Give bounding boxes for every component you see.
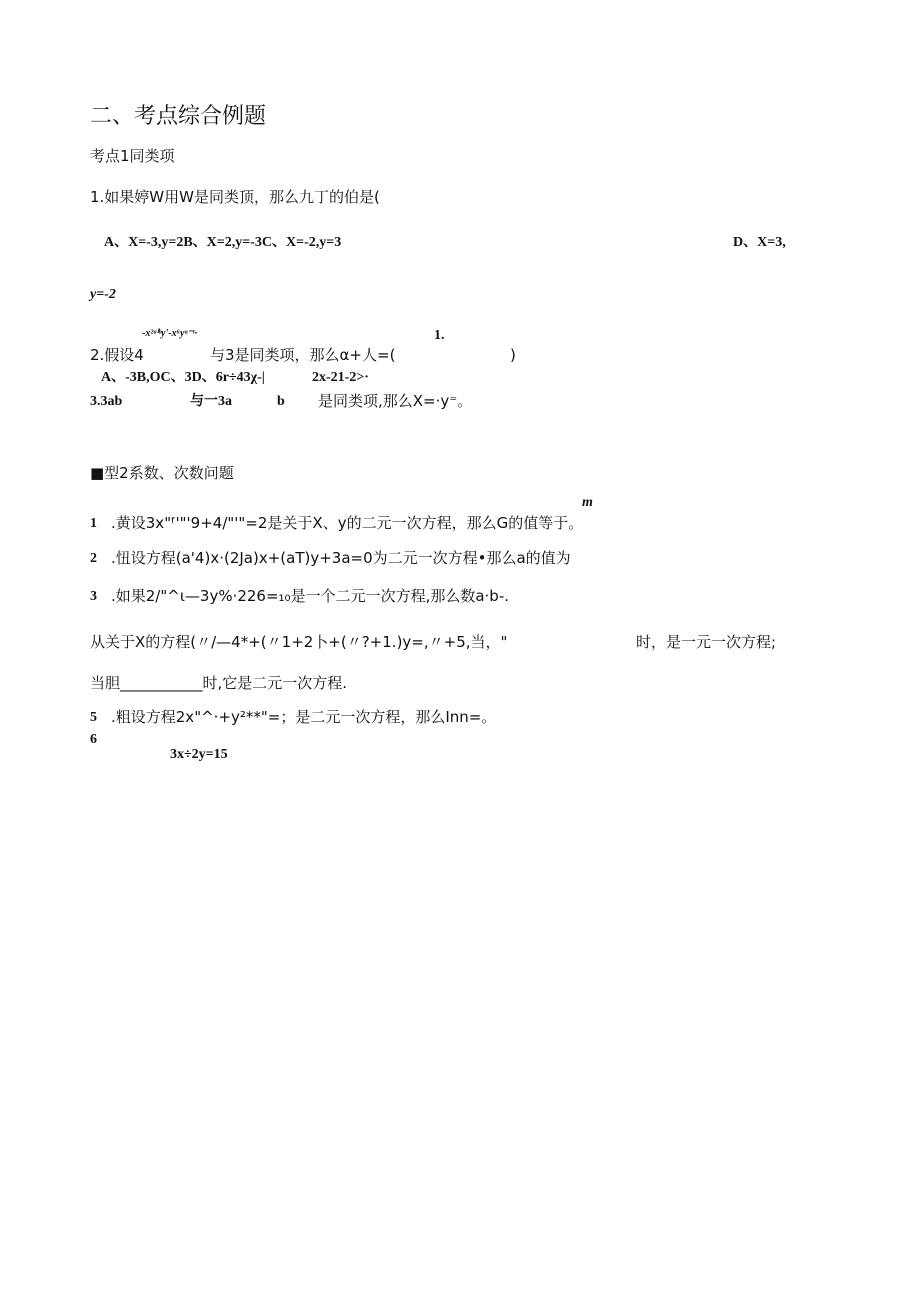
s2-q6-equation: 3x÷2y=15 <box>170 747 228 762</box>
q1-stem: 1.如果婷W用W是同类顶，那么九丁的伯是( <box>90 188 380 206</box>
q3-mid1: 与一3a <box>190 394 232 409</box>
s2-q6-number: 6 <box>90 732 97 747</box>
s2-q2-text: .忸设方程(a'4)x·(2Ja)x+(aT)y+3a=0为二元一次方程•那么a的值为 <box>111 549 571 567</box>
q2-close: ) <box>510 346 516 364</box>
section2-m-mark: m <box>582 495 593 510</box>
q3-prefix: 3.3ab <box>90 394 123 409</box>
q2-stem: 2.假设4 <box>90 346 144 364</box>
page-heading: 二、考点综合例题 <box>90 104 267 129</box>
s2-q4-right: 时，是一元一次方程; <box>636 633 777 651</box>
s2-q3-text: .如果2/"^ι—3y%·226=₁₀是一个二元一次方程,那么数a·b-. <box>111 587 510 605</box>
q2-middle: 与3是同类项，那么α+人=( <box>210 346 396 364</box>
q1-options-abc: A、X=-3,y=2B、X=2,y=-3C、X=-2,y=3 <box>104 235 342 250</box>
q2-superscript: -x²ᵃⁱᵇy'-x⁶yᵃ⁻ᵗ· <box>142 328 198 339</box>
s2-q4-line2: 当胆___________时,它是二元一次方程. <box>90 674 348 692</box>
q3-mid2: b <box>277 394 285 409</box>
s2-q1-text: .黄设3x"ᶠ'"'9+4/"'"=2是关于X、y的二元一次方程，那么G的值等于。 <box>111 514 584 532</box>
section1-title: 考点1同类项 <box>90 147 175 165</box>
s2-q4-text: 从关于X的方程(〃/—4*+(〃1+2卜+(〃?+1.)y=,〃+5,当，" <box>90 633 508 651</box>
s2-q2-number: 2 <box>90 551 97 566</box>
q1-option-d: D、X=3, <box>733 235 786 250</box>
s2-q5-text: .粗设方程2x"^·+y²**"=；是二元一次方程，那么Inn=。 <box>111 708 497 726</box>
s2-q3-number: 3 <box>90 589 97 604</box>
q1-option-d-cont: y=-2 <box>90 287 116 302</box>
q2-options-extra: 2x-21-2>· <box>312 370 369 385</box>
s2-q1-number: 1 <box>90 516 97 531</box>
q2-right-number: 1. <box>434 328 445 343</box>
section2-title: ■型2系数、次数问题 <box>90 464 234 482</box>
q3-suffix: 是同类项,那么X=·y⁼。 <box>318 392 473 410</box>
s2-q5-number: 5 <box>90 710 97 725</box>
q2-options: A、-3B,OC、3D、6r÷43χ-| <box>101 370 265 385</box>
